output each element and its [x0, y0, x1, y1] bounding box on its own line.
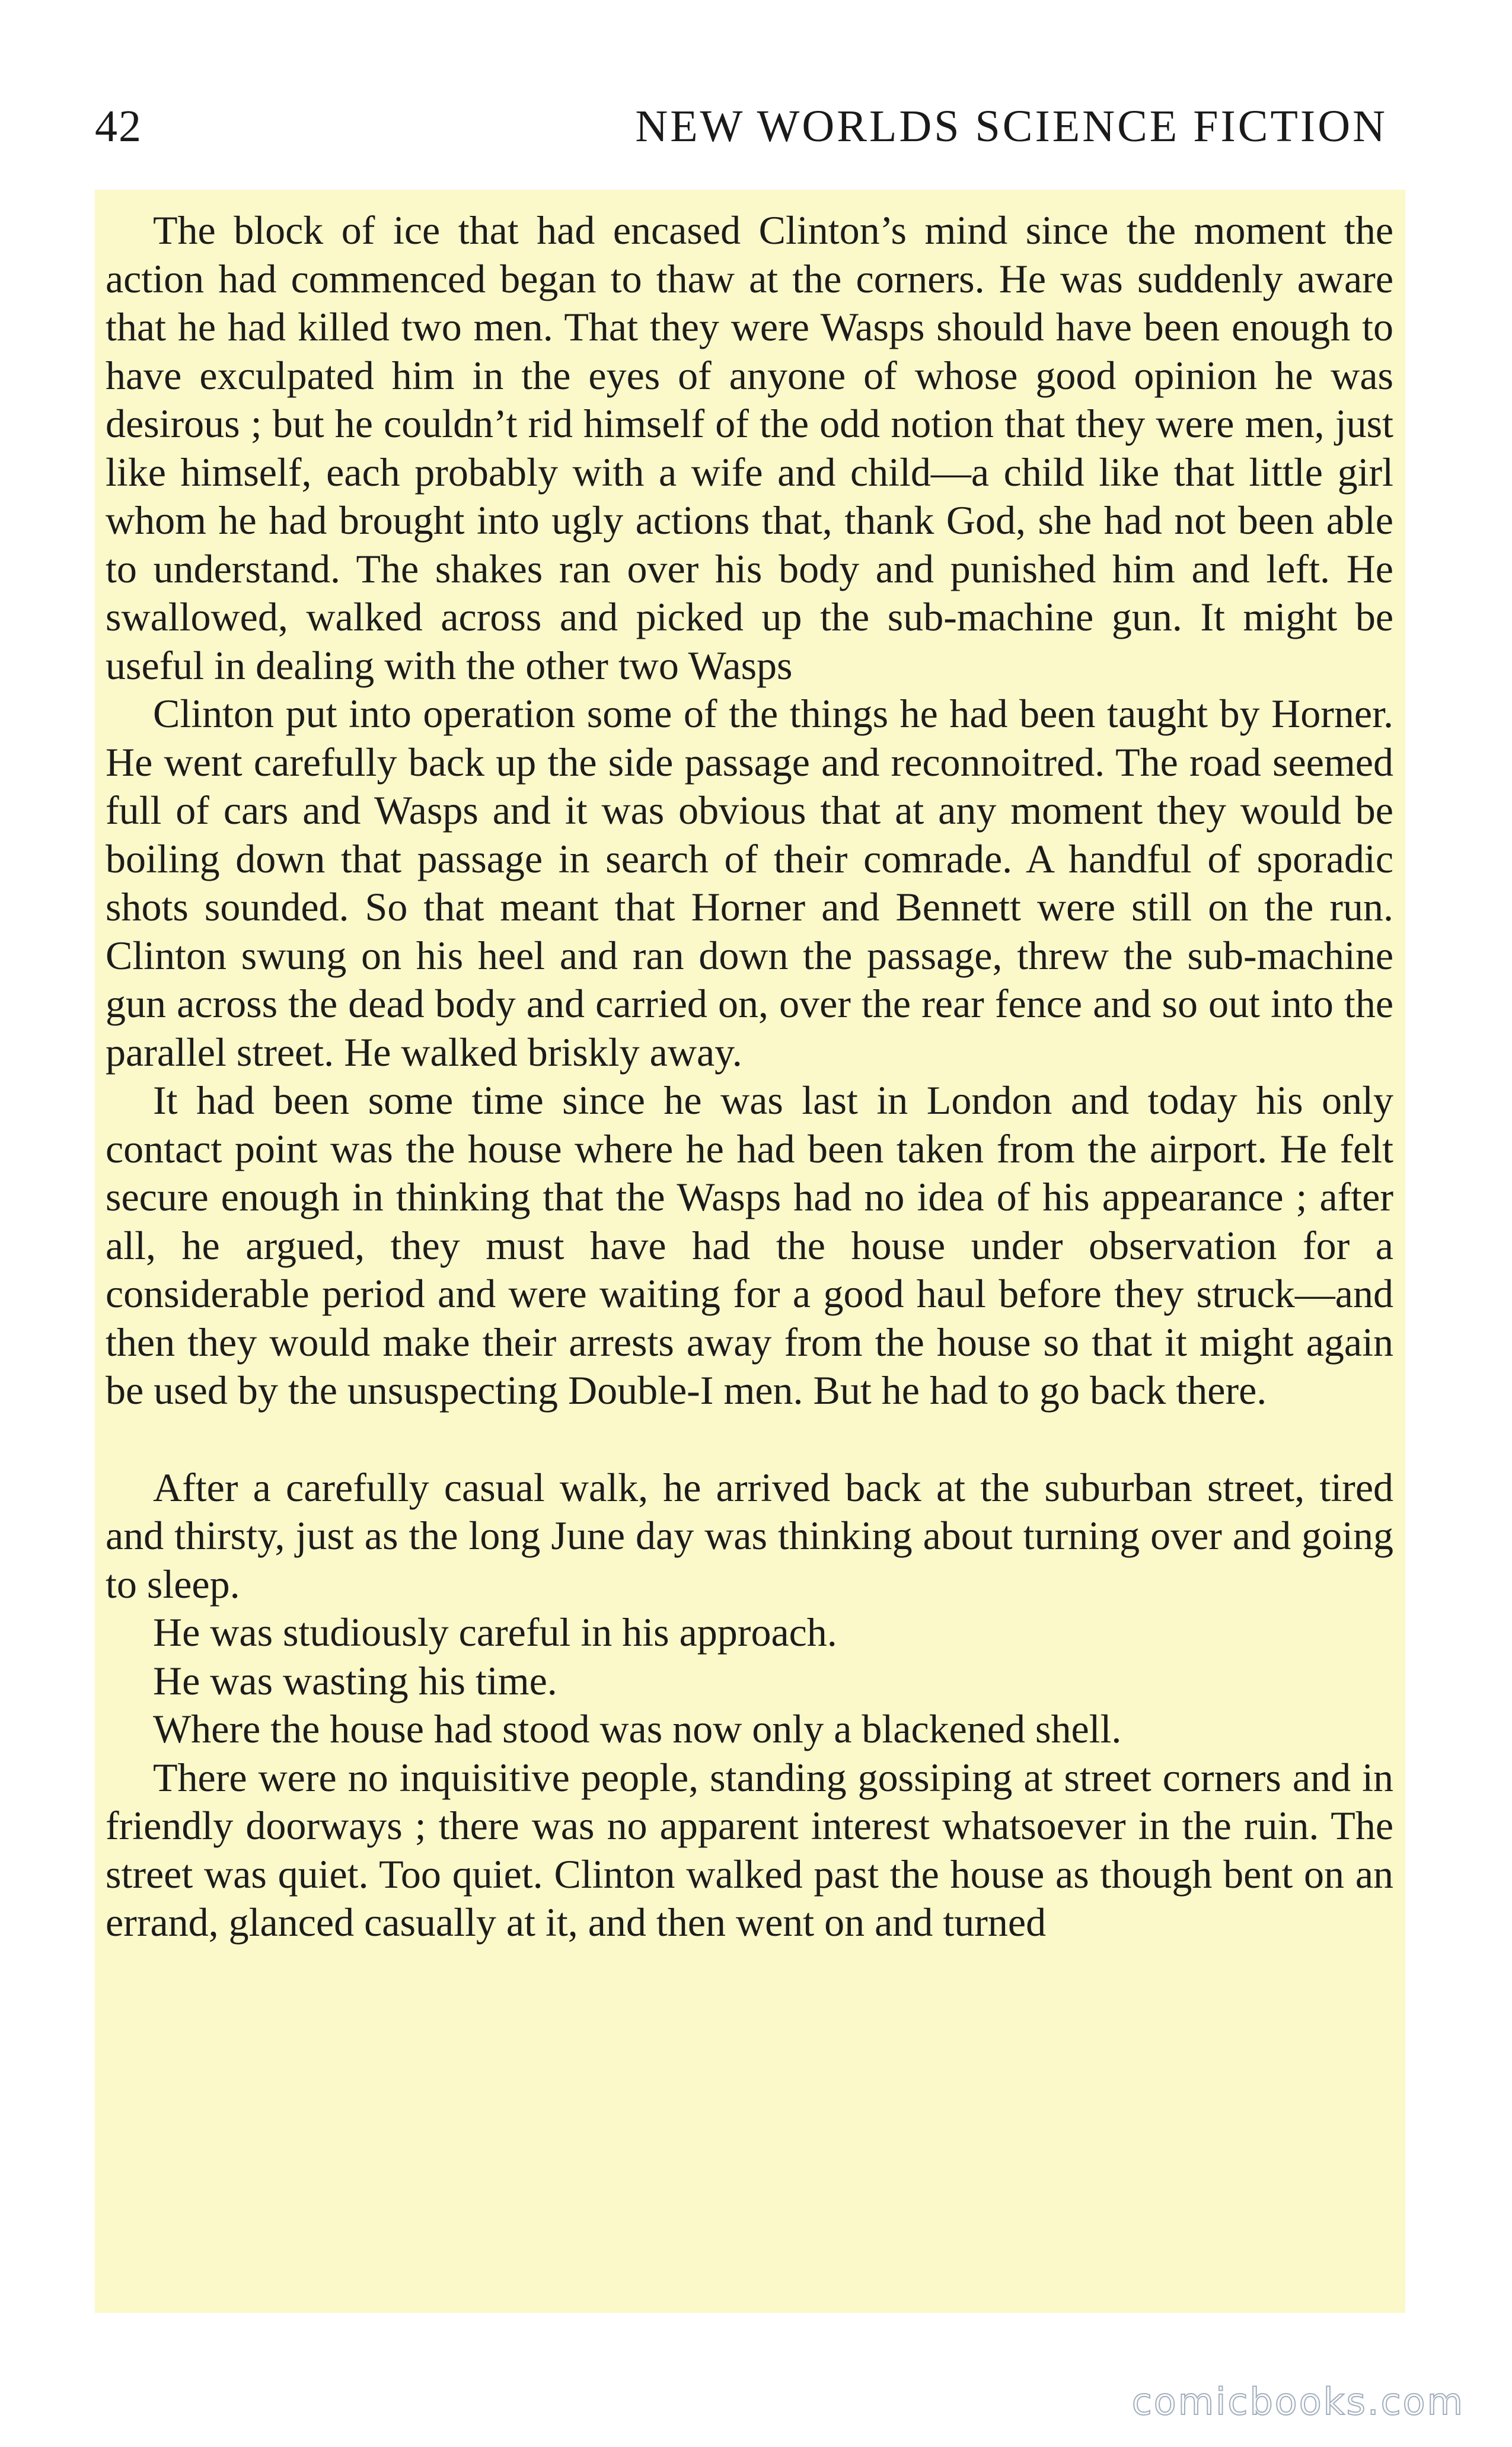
magazine-title: NEW WORLDS SCIENCE FICTION [635, 101, 1387, 151]
paragraph: Where the house had stood was now only a blackened shell. [153, 1706, 1122, 1751]
section-break [106, 1415, 1393, 1464]
paragraph: It had been some time since he was last in London and today his only contact point was the house where he had been taken from the airport. He felt secure enough in thinking that the Wasps had no idea of his appearance ; after all, he argued, they must have had the house under observation for a considerable period and were waiting for a good haul before they struck—and then they would make their arrests away from the house so that it might again be used by the unsuspecting Double-I men. But he had to go back there. [106, 1078, 1393, 1413]
text-block [95, 190, 1405, 2313]
paragraph: After a carefully casual walk, he arrived back at the suburban street, tired and thirsty, just as the long June day was thinking about turning over and going to sleep. [106, 1464, 1393, 1607]
paragraph: He was studiously careful in his approach. [153, 1610, 837, 1655]
paragraph: Clinton put into operation some of the things he had been taught by Horner. He went carefully back up the side passage and reconnoitred. The road seemed full of cars and Wasps and it was obvious that at any moment they would be boiling down that passage in search of their comrade. A handful of sporadic shots sounded. So that meant that Horner and Bennett were still on the run. Clinton swung on his heel and ran down the passage, threw the sub-machine gun across the dead body and carried on, over the rear fence and so out into the parallel street. He walked briskly away. [106, 691, 1393, 1075]
paragraph: The block of ice that had encased Clinton’s mind since the moment the action had commenced began to thaw at the corners. He was suddenly aware that he had killed two men. That they were Wasps should have been enough to have exculpated him in the eyes of anyone of whose good opinion he was desirous ; but he couldn’t rid himself of the odd notion that they were men, just like himself, each probably with a wife and child—a child like that little girl whom he had brought into ugly actions that, thank God, she had not been able to understand. The shakes ran over his body and punished him and left. He swallowed, walked across and picked up the sub-machine gun. It might be useful in dealing with the other two Wasps [106, 208, 1393, 688]
page-number: 42 [95, 101, 142, 151]
paragraph: There were no inquisitive people, standing gossiping at street corners and in friendly doorways ; there was no apparent interest whatsoever in the ruin. The street was quiet. Too quiet. Clinton walked past the house as though bent on an errand, glanced casually at it, and then went on and turned [106, 1754, 1393, 1945]
running-header [95, 101, 1387, 166]
text-column [106, 206, 1393, 1947]
paragraph: He was wasting his time. [153, 1658, 557, 1703]
watermark: comicbooks.com [1131, 2380, 1465, 2423]
